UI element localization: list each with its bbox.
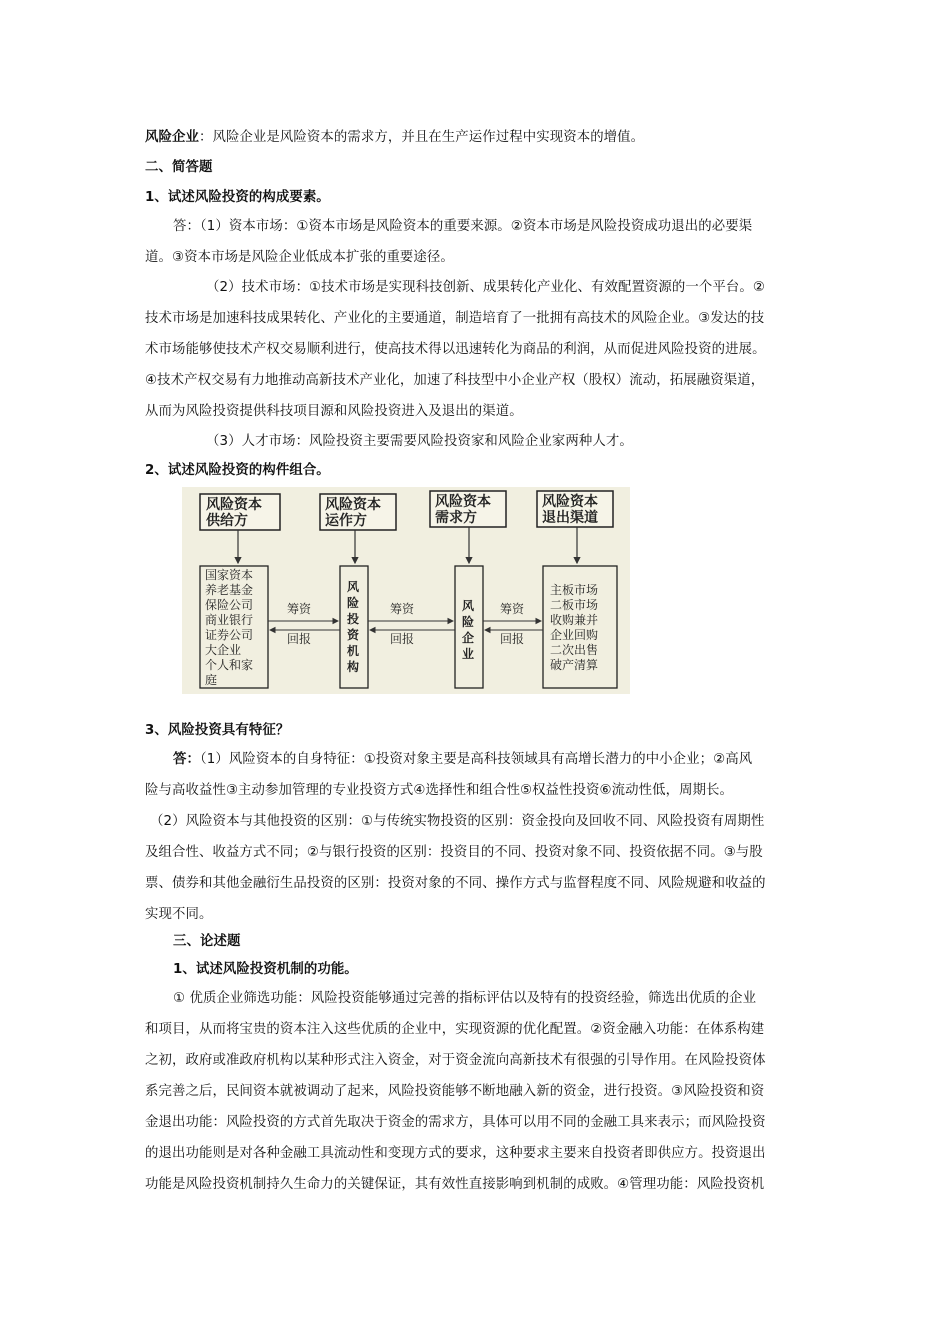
q3-paragraph-line: 及组合性、收益方式不同；②与银行投资的区别：投资目的不同、投资对象不同、投资依据不同。③与股 [145,845,763,860]
exit-item: 主板市场 [550,583,599,597]
essay-paragraph-line: 和项目，从而将宝贵的资本注入这些优质的企业中，实现资源的优化配置。②资金融入功能：在体系构建 [145,1022,765,1037]
question-3-title: 3、风险投资具有特征？ [145,723,290,738]
institution-char: 构 [347,660,360,674]
q3-paragraph-line [173,750,752,770]
supply-item: 个人和家 [205,658,254,672]
supply-item: 保险公司 [205,598,254,612]
q3-paragraph-line: 险与高收益性③主动参加管理的专业投资方式④选择性和组合性⑤权益性投资⑥流动性低，周期长。 [145,783,734,798]
flow-in-label-2: 筹资 [390,602,415,616]
enterprise-char: 业 [462,647,475,661]
header-operator-line1: 风险资本 [325,497,381,513]
q1-paragraph-line: ④技术产权交易有力地推动高新技术产业化，加速了科技型中小企业产权（股权）流动，拓展融资渠道， [145,373,765,388]
q3-paragraph-line: 票、债券和其他金融衍生品投资的区别：投资对象的不同、操作方式与监督程度不同、风险规避和收益的 [145,876,766,891]
essay-paragraph-line: 系完善之后，民间资本就被调动了起来，风险投资能够不断地融入新的资金，进行投资。③风险投资和资 [145,1084,765,1099]
header-box-operator [320,494,396,530]
essay-paragraph-line: 之初，政府或准政府机构以某种形式注入资金，对于资金流向高新技术有很强的引导作用。在风险投资体 [145,1053,766,1068]
q1-paragraph-line: 答：（1）资本市场：①资本市场是风险资本的重要来源。②资本市场是风险投资成功退出的必要渠 [173,219,753,234]
flow-in-label-1: 筹资 [287,602,312,616]
exit-item: 破产清算 [550,658,599,672]
supply-item: 国家资本 [205,568,254,582]
definition-line [145,128,644,148]
q3-paragraph-line: （2）风险资本与其他投资的区别：①与传统实物投资的区别：资金投向及回收不同、风险投资有周期性 [150,814,765,829]
answer-label: 答： [173,752,200,767]
header-box-exit [537,491,613,527]
q3-text: （1）风险资本的自身特征：①投资对象主要是高科技领域具有高增长潜力的中小企业；②高风 [199,752,753,767]
flow-in-label-3: 筹资 [500,602,525,616]
header-demand-line1: 风险资本 [435,494,491,510]
flow-back-label-1: 回报 [287,632,312,646]
header-exit-line1: 风险资本 [542,494,598,510]
question-1-title: 1、试述风险投资的构成要素。 [145,190,330,205]
institution-char: 机 [347,644,360,658]
question-2-title: 2、试述风险投资的构件组合。 [145,463,330,478]
essay-paragraph-line: 功能是风险投资机制持久生命力的关键保证，其有效性直接影响到机制的成败。④管理功能：风险投资机 [145,1177,765,1192]
exit-item: 收购兼并 [550,613,599,627]
header-box-supply [200,494,280,530]
essay-paragraph-line: 的退出功能则是对各种金融工具流动性和变现方式的要求，这种要求主要来自投资者即供应方。投资退出 [145,1146,766,1161]
q1-paragraph-line: 技术市场是加速科技成果转化、产业化的主要通道，制造培育了一批拥有高技术的风险企业。③发达的技 [145,311,765,326]
q1-paragraph-line: 从而为风险投资提供科技项目源和风险投资进入及退出的渠道。 [145,404,523,419]
flow-back-label-3: 回报 [500,632,525,646]
q1-paragraph-line: 术市场能够使技术产权交易顺利进行，使高技术得以迅速转化为商品的利润，从而促进风险投资的进展。 [145,342,766,357]
supply-item: 大企业 [205,643,242,657]
institution-char: 风 [347,580,360,594]
enterprise-char: 险 [462,615,475,629]
enterprise-char: 企 [462,631,475,645]
supply-item: 养老基金 [205,583,254,597]
supply-item: 证券公司 [205,628,254,642]
exit-item: 二板市场 [550,598,599,612]
enterprise-char: 风 [462,599,475,613]
header-supply-line2: 供给方 [206,513,248,529]
institution-char: 投 [347,612,360,626]
header-operator-line2: 运作方 [325,513,367,529]
header-demand-line2: 需求方 [435,510,477,526]
supply-item: 庭 [205,673,218,687]
flow-back-label-2: 回报 [390,632,415,646]
exit-item: 企业回购 [550,628,599,642]
section-heading-short-answer: 二、简答题 [145,160,213,175]
definition-term: 风险企业 [145,130,199,145]
supply-item: 商业银行 [205,613,254,627]
institution-char: 险 [347,596,360,610]
essay-paragraph-line: ① 优质企业筛选功能：风险投资能够通过完善的指标评估以及特有的投资经验，筛选出优质的企业 [173,991,757,1006]
exit-item: 二次出售 [550,643,599,657]
definition-text: ：风险企业是风险资本的需求方，并且在生产运作过程中实现资本的增值。 [198,130,645,145]
venture-capital-structure-diagram [182,487,630,694]
essay-paragraph-line: 金退出功能：风险投资的方式首先取决于资金的需求方，具体可以用不同的金融工具来表示；而风险投资 [145,1115,766,1130]
header-exit-line2: 退出渠道 [542,510,598,526]
header-box-demand [430,491,506,527]
header-supply-line1: 风险资本 [206,497,262,513]
q1-paragraph-line: （2）技术市场：①技术市场是实现科技创新、成果转化产业化、有效配置资源的一个平台。② [206,280,765,295]
q1-paragraph-line: （3）人才市场：风险投资主要需要风险投资家和风险企业家两种人才。 [206,434,633,449]
essay-question-1-title: 1、试述风险投资机制的功能。 [173,962,358,977]
section-heading-essay: 三、论述题 [173,934,241,949]
q3-paragraph-line: 实现不同。 [145,907,213,922]
q1-paragraph-line: 道。③资本市场是风险企业低成本扩张的重要途径。 [145,250,454,265]
institution-char: 资 [347,628,360,642]
